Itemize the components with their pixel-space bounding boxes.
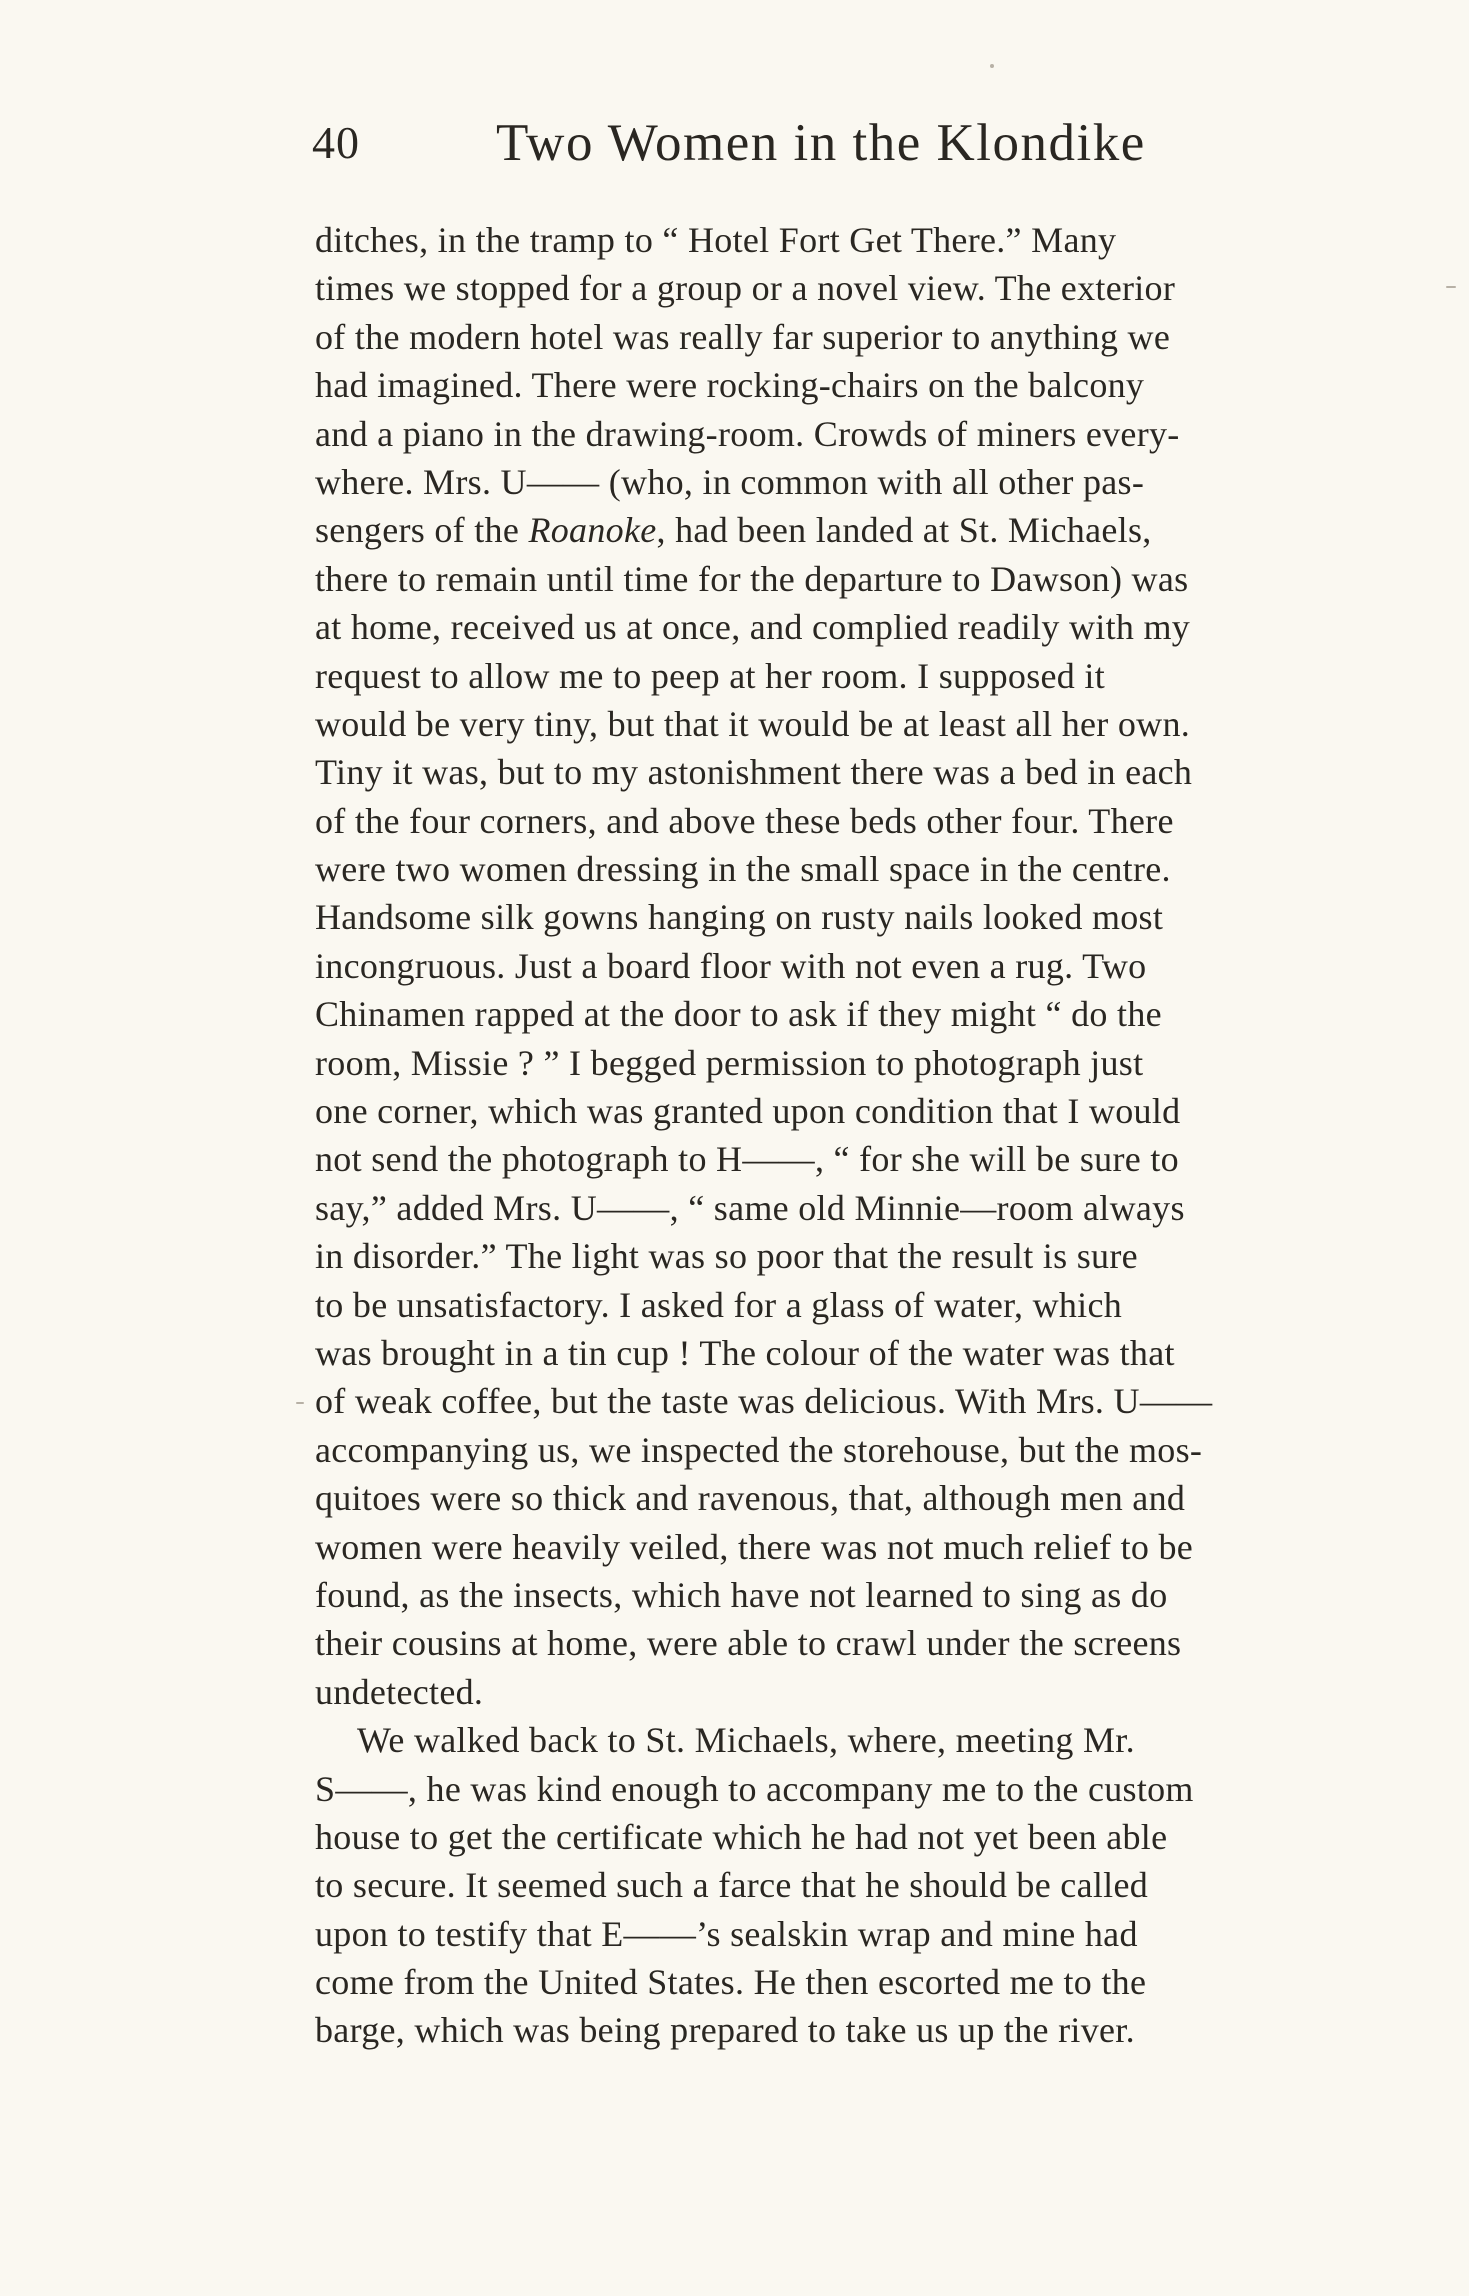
- page-header: [312, 108, 1232, 178]
- text-line: S——, he was kind enough to accompany me to the custom: [315, 1768, 1194, 1809]
- text-line: women were heavily veiled, there was not much relief to be: [315, 1526, 1194, 1567]
- text-line: undetected.: [315, 1671, 484, 1712]
- text-line: where. Mrs. U—— (who, in common with all other pas-: [315, 461, 1145, 502]
- text-line: one corner, which was granted upon condition that I would: [315, 1091, 1181, 1132]
- text-line: say,” added Mrs. U——, “ same old Minnie—room always: [315, 1187, 1185, 1228]
- text-line: incongruous. Just a board floor with not even a rug. Two: [315, 945, 1147, 986]
- text-line: [315, 506, 1415, 554]
- page-speck: [990, 64, 994, 68]
- text-line: Tiny it was, but to my astonishment there was a bed in each: [315, 752, 1193, 793]
- text-line: accompanying us, we inspected the storehouse, but the mos-: [315, 1429, 1203, 1470]
- text-line: upon to testify that E——’s sealskin wrap and mine had: [315, 1913, 1138, 1954]
- page-speck: [1446, 286, 1456, 288]
- text-line: and a piano in the drawing-room. Crowds of miners every-: [315, 413, 1180, 454]
- text-line: Handsome silk gowns hanging on rusty nails looked most: [315, 897, 1164, 938]
- body-text: [315, 216, 1415, 2055]
- text-line: would be very tiny, but that it would be at least all her own.: [315, 703, 1191, 744]
- text-line: of the modern hotel was really far superior to anything we: [315, 316, 1171, 357]
- text-line: quitoes were so thick and ravenous, that, although men and: [315, 1478, 1186, 1519]
- page-number: 40: [312, 117, 360, 168]
- text-line: there to remain until time for the departure to Dawson) was: [315, 558, 1189, 599]
- text-fragment: sengers of the: [315, 510, 520, 551]
- text-line: in disorder.” The light was so poor that the result is sure: [315, 1236, 1138, 1277]
- text-fragment: , had been landed at St. Michaels,: [656, 510, 1152, 551]
- text-line: was brought in a tin cup ! The colour of the water was that: [315, 1332, 1175, 1373]
- text-line: ditches, in the tramp to “ Hotel Fort Get There.” Many: [315, 220, 1117, 260]
- text-line: house to get the certificate which he had not yet been able: [315, 1816, 1168, 1857]
- text-line: come from the United States. He then escorted me to the: [315, 1962, 1147, 2003]
- text-line: their cousins at home, were able to crawl under the screens: [315, 1623, 1182, 1664]
- text-line: found, as the insects, which have not learned to sing as do: [315, 1574, 1168, 1615]
- text-line: were two women dressing in the small space in the centre.: [315, 849, 1171, 890]
- text-line: to be unsatisfactory. I asked for a glass of water, which: [315, 1284, 1123, 1325]
- text-line: of the four corners, and above these beds other four. There: [315, 800, 1174, 841]
- text-line: times we stopped for a group or a novel view. The exterior: [315, 268, 1176, 309]
- text-line: not send the photograph to H——, “ for she will be sure to: [315, 1139, 1179, 1180]
- text-line: request to allow me to peep at her room. I supposed it: [315, 655, 1106, 696]
- text-line: to secure. It seemed such a farce that he should be called: [315, 1865, 1149, 1906]
- text-line: barge, which was being prepared to take us up the river.: [315, 2010, 1135, 2051]
- text-line: Chinamen rapped at the door to ask if they might “ do the: [315, 994, 1162, 1035]
- text-line: of weak coffee, but the taste was delicious. With Mrs. U——: [315, 1381, 1213, 1422]
- page-speck: [296, 1402, 304, 1404]
- ship-name: Roanoke: [528, 510, 657, 551]
- text-line: room, Missie ? ” I begged permission to photograph just: [315, 1042, 1144, 1083]
- running-head: Two Women in the Klondike: [496, 114, 1146, 172]
- text-line: had imagined. There were rocking-chairs on the balcony: [315, 365, 1145, 406]
- text-line: We walked back to St. Michaels, where, meeting Mr.: [357, 1720, 1135, 1761]
- text-line: at home, received us at once, and complied readily with my: [315, 607, 1191, 648]
